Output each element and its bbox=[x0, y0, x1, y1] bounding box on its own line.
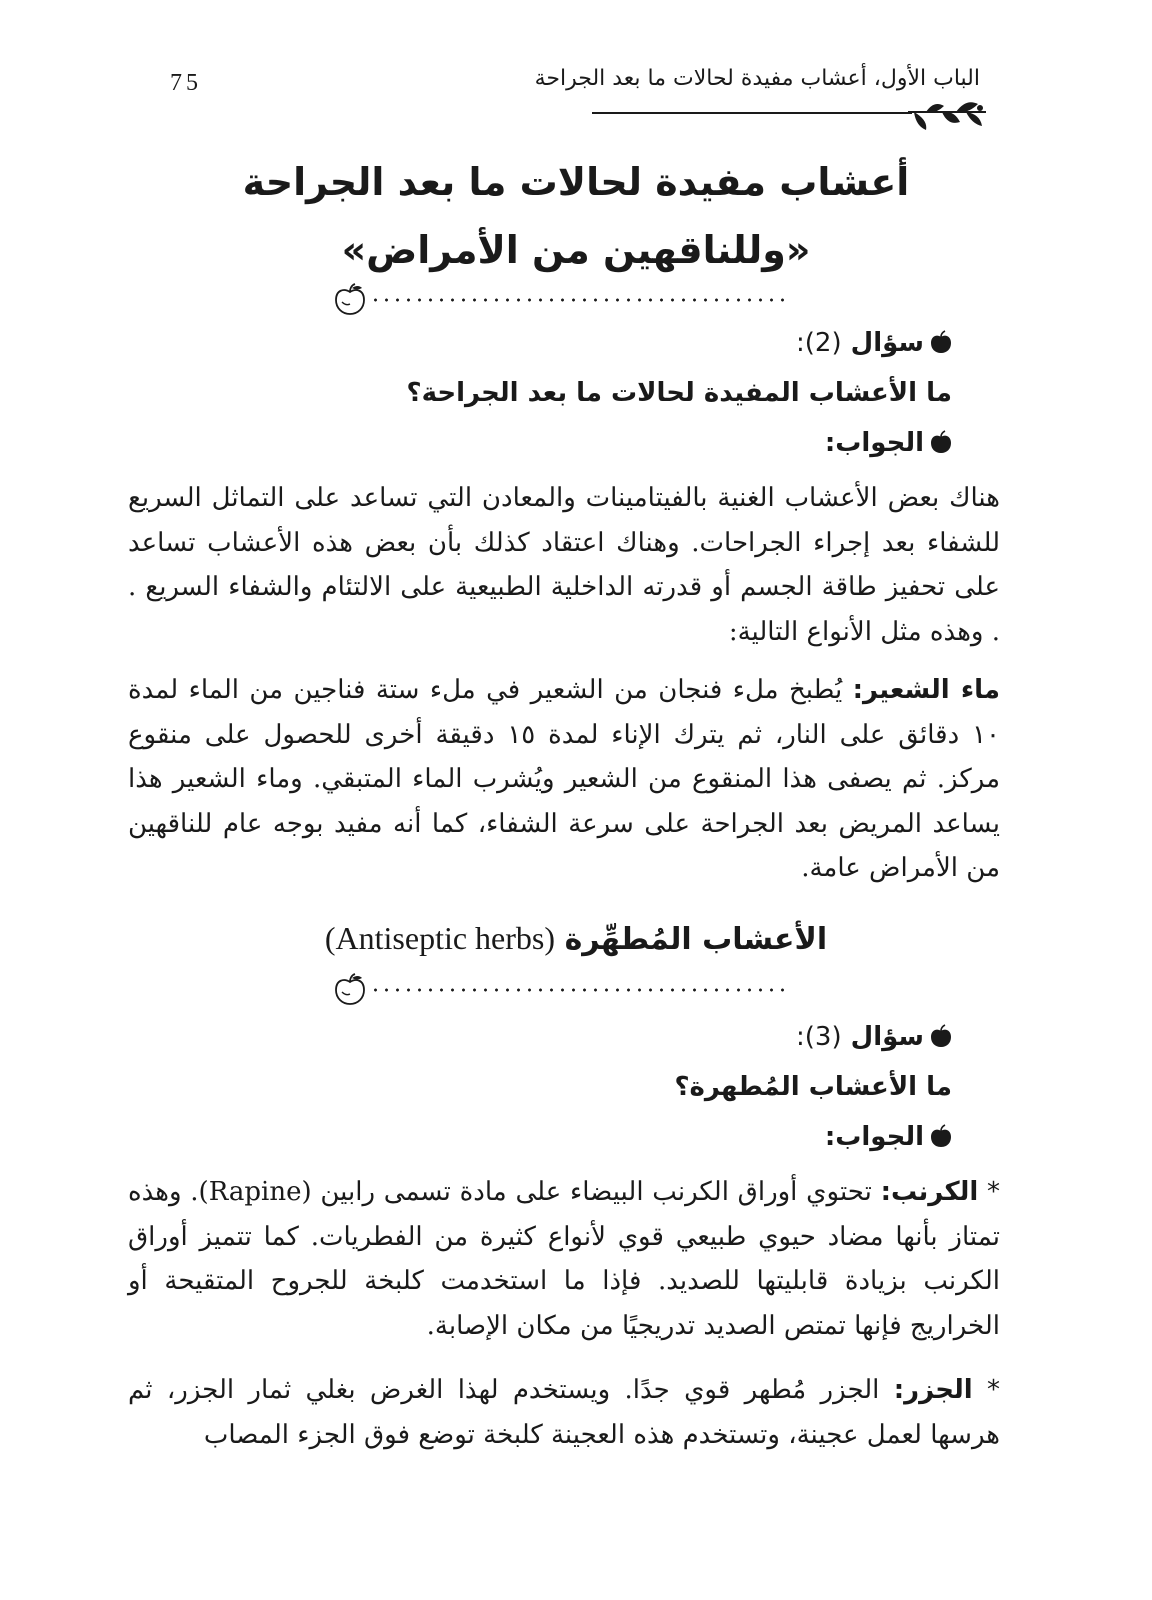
paragraph-carrot bbox=[128, 1368, 1000, 1457]
question-3-label bbox=[796, 1022, 952, 1052]
apple-bullet-icon bbox=[930, 430, 952, 454]
apple-bullet-icon bbox=[930, 1024, 952, 1048]
paragraph-barley-water bbox=[128, 668, 1000, 891]
bullet-star: * bbox=[987, 1177, 1001, 1207]
cabbage-term: الكرنب: bbox=[880, 1177, 979, 1207]
apple-bullet-icon bbox=[930, 330, 952, 354]
apple-ornament-icon bbox=[330, 282, 370, 318]
paragraph-cabbage bbox=[128, 1170, 1000, 1348]
dotted-divider bbox=[330, 282, 790, 318]
section-heading bbox=[176, 920, 976, 957]
leaf-branch-icon bbox=[906, 98, 988, 138]
header-rule bbox=[592, 112, 912, 114]
section-heading-latin: (Antiseptic herbs) bbox=[324, 920, 556, 956]
running-header: الباب الأول، أعشاب مفيدة لحالات ما بعد الجراحة bbox=[534, 66, 980, 91]
question-number: (2): bbox=[795, 328, 842, 358]
answer-label-text: الجواب: bbox=[824, 1122, 924, 1152]
dotted-divider bbox=[330, 972, 790, 1008]
barley-water-text: يُطبخ ملء فنجان من الشعير في ملء ستة فناجين من الماء لمدة ١٠ دقائق على النار، ثم يترك الإناء لمدة ١٥ دقيقة أخرى للحصول على منقوع مركز. ثم يصفى هذا المنقوع من الشعير ويُشرب الماء المتبقي. وماء الشعير هذا يساعد المريض بعد الجراحة على سرعة الشفاء، كما أنه مفيد بوجه عام للناقهين من الأمراض عامة. bbox=[128, 675, 1000, 883]
apple-ornament-icon bbox=[330, 972, 370, 1008]
answer-3-label bbox=[825, 1122, 952, 1152]
page-number: 75 bbox=[170, 70, 202, 96]
cabbage-text: تحتوي أوراق الكرنب البيضاء على مادة تسمى رابين (Rapine). وهذه تمتاز بأنها مضاد حيوي طبيعي قوي لأنواع كثيرة من الفطريات. كما تتميز أوراق الكرنب بزيادة قابليتها للصديد. فإذا ما استخدمت كلبخة للجروح المتقيحة أو الخراريج فإنها تمتص الصديد تدريجيًا من مكان الإصابة. bbox=[128, 1177, 1000, 1341]
apple-bullet-icon bbox=[930, 1124, 952, 1148]
question-2-text: ما الأعشاب المفيدة لحالات ما بعد الجراحة؟ bbox=[406, 378, 952, 408]
carrot-text: الجزر مُطهر قوي جدًا. ويستخدم لهذا الغرض بغلي ثمار الجزر، ثم هرسها لعمل عجينة، وتستخدم هذه العجينة كلبخة توضع فوق الجزء المصاب bbox=[128, 1375, 1000, 1450]
divider-dots bbox=[370, 988, 790, 992]
paragraph-intro: هناك بعض الأعشاب الغنية بالفيتامينات والمعادن التي تساعد على التماثل السريع للشفاء بعد إجراء الجراحات. وهناك اعتقاد كذلك بأن بعض هذه الأعشاب تساعد على تحفيز طاقة الجسم أو قدرته الداخلية الطبيعية على الالتئام والشفاء السريع . . وهذه مثل الأنواع التالية: bbox=[128, 483, 1000, 647]
question-label-text: سؤال bbox=[850, 328, 924, 358]
chapter-title-line1: أعشاب مفيدة لحالات ما بعد الجراحة bbox=[242, 160, 910, 204]
answer-2-label bbox=[825, 428, 952, 458]
question-number: (3): bbox=[795, 1022, 842, 1052]
barley-water-term: ماء الشعير: bbox=[852, 675, 1000, 705]
section-heading-arabic: الأعشاب المُطهِّرة bbox=[564, 922, 828, 957]
question-3-text: ما الأعشاب المُطهرة؟ bbox=[674, 1072, 952, 1102]
question-2-label bbox=[796, 328, 952, 358]
question-label-text: سؤال bbox=[850, 1022, 924, 1052]
divider-dots bbox=[370, 298, 790, 302]
chapter-title-line2: «وللناقهين من الأمراض» bbox=[341, 228, 811, 272]
answer-label-text: الجواب: bbox=[824, 428, 924, 458]
carrot-term: الجزر: bbox=[893, 1375, 973, 1405]
bullet-star: * bbox=[987, 1375, 1001, 1405]
